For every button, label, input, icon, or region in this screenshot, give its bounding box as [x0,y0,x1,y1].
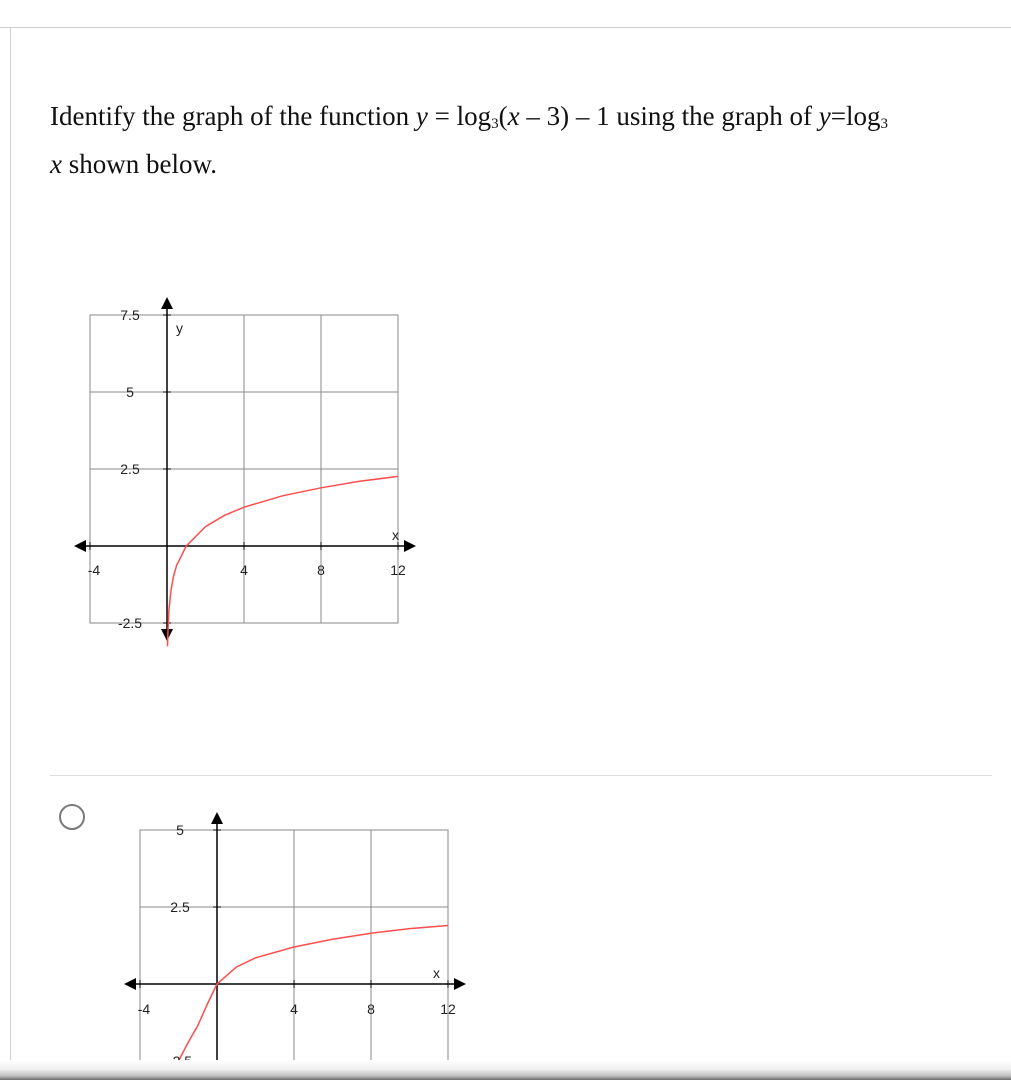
y-tick-label: 2.5 [120,461,140,477]
x-tick-label: 12 [440,1001,456,1017]
function-x: x [507,101,520,131]
y-axis-up-arrow [211,812,223,824]
question-text [50,92,990,188]
bottom-bar [0,1060,1011,1080]
option-1-curve [169,926,448,1080]
x-tick-label: -4 [87,562,101,578]
function-y: y [415,101,428,131]
option-1-radio[interactable] [59,804,85,830]
top-border [0,0,1011,28]
y-axis-label: y [176,320,183,336]
y-axis-up-arrow [161,297,173,309]
reference-graph [70,295,430,645]
x-tick-label: 8 [367,1001,375,1017]
option-1-grid [137,830,448,1072]
y-tick-label: -2.5 [117,615,143,631]
reference-curve [168,476,399,646]
question-suffix: shown below. [61,149,217,179]
reference-graph-svg [70,295,430,645]
x-tick-label: 4 [290,1001,298,1017]
x-tick-label: 8 [317,562,325,578]
x-axis-right-arrow [404,540,416,552]
y-tick-label: 5 [176,822,184,838]
x-tick-label: -4 [137,1001,151,1017]
x-tick-label: 12 [390,562,406,578]
left-border [10,27,11,1080]
x-axis-label: x [392,527,399,543]
parent-base: 3 [880,116,889,132]
option-1-graph [120,812,480,1080]
x-axis-left-arrow [124,978,136,990]
question-prefix: Identify the graph of the function [50,101,416,131]
y-tick-label: 5 [126,384,134,400]
function-paren: ( [498,101,508,131]
option-1-graph-svg [120,812,480,1080]
function-eq: = log [427,101,492,131]
parent-eq: =log [830,101,881,131]
function-rest: – 3) – 1 using the graph of [519,101,819,131]
y-tick-label: 7.5 [120,307,140,323]
function-base: 3 [491,116,499,132]
y-tick-label: 2.5 [170,899,190,915]
x-axis-label: x [433,965,440,981]
option-1-axes [134,822,456,1074]
x-axis-right-arrow [454,978,466,990]
x-tick-label: 4 [240,562,248,578]
parent-y: y [818,101,831,131]
parent-x: x [50,149,62,179]
x-axis-left-arrow [74,540,86,552]
section-divider [50,775,992,776]
